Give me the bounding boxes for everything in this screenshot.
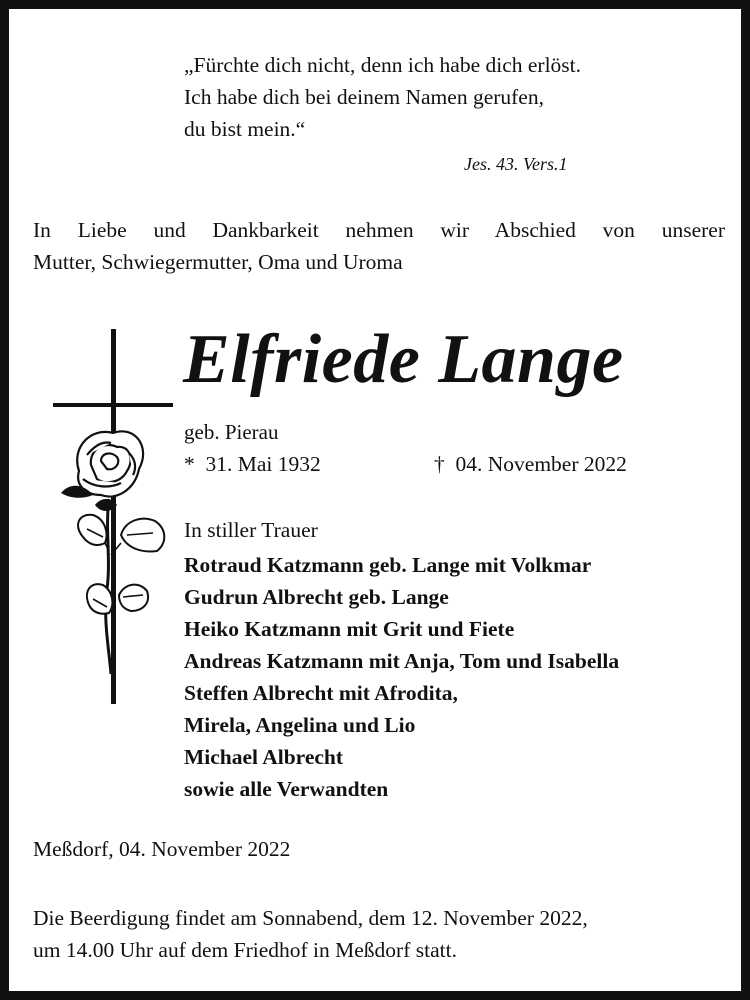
death-date: † 04. November 2022 (434, 452, 627, 476)
bible-verse (184, 49, 581, 145)
maiden-name: geb. Pierau (184, 420, 279, 444)
deceased-name: Elfriede Lange (183, 321, 624, 398)
mourner-line: Heiko Katzmann mit Grit und Fiete (184, 617, 515, 641)
funeral-line: um 14.00 Uhr auf dem Friedhof in Meßdorf statt. (33, 938, 457, 962)
birth-date: * 31. Mai 1932 (184, 452, 321, 476)
mourner-line: Mirela, Angelina und Lio (184, 713, 416, 737)
verse-line: du bist mein.“ (184, 117, 306, 141)
mourner-line: Andreas Katzmann mit Anja, Tom und Isabella (184, 649, 620, 673)
verse-source: Jes. 43. Vers.1 (464, 154, 568, 174)
mourner-line: Gudrun Albrecht geb. Lange (184, 585, 449, 609)
cross-with-rose-icon (39, 329, 179, 709)
intro-text (33, 214, 725, 278)
funeral-line: Die Beerdigung findet am Sonnabend, dem 12. November 2022, (33, 906, 588, 930)
mourning-heading: In stiller Trauer (184, 518, 318, 542)
mourner-line: Michael Albrecht (184, 745, 344, 769)
mourner-line: Steffen Albrecht mit Afrodita, (184, 681, 458, 705)
verse-line: Ich habe dich bei deinem Namen gerufen, (184, 85, 544, 109)
verse-line: „Fürchte dich nicht, denn ich habe dich erlöst. (184, 53, 582, 77)
funeral-info (33, 902, 588, 966)
place-and-date: Meßdorf, 04. November 2022 (33, 837, 291, 861)
mourners-list (184, 549, 619, 805)
intro-line: In Liebe und Dankbarkeit nehmen wir Abschied von unserer (33, 218, 725, 242)
intro-line: Mutter, Schwiegermutter, Oma und Uroma (33, 250, 403, 274)
mourner-line: sowie alle Verwandten (184, 777, 389, 801)
mourner-line: Rotraud Katzmann geb. Lange mit Volkmar (184, 553, 592, 577)
